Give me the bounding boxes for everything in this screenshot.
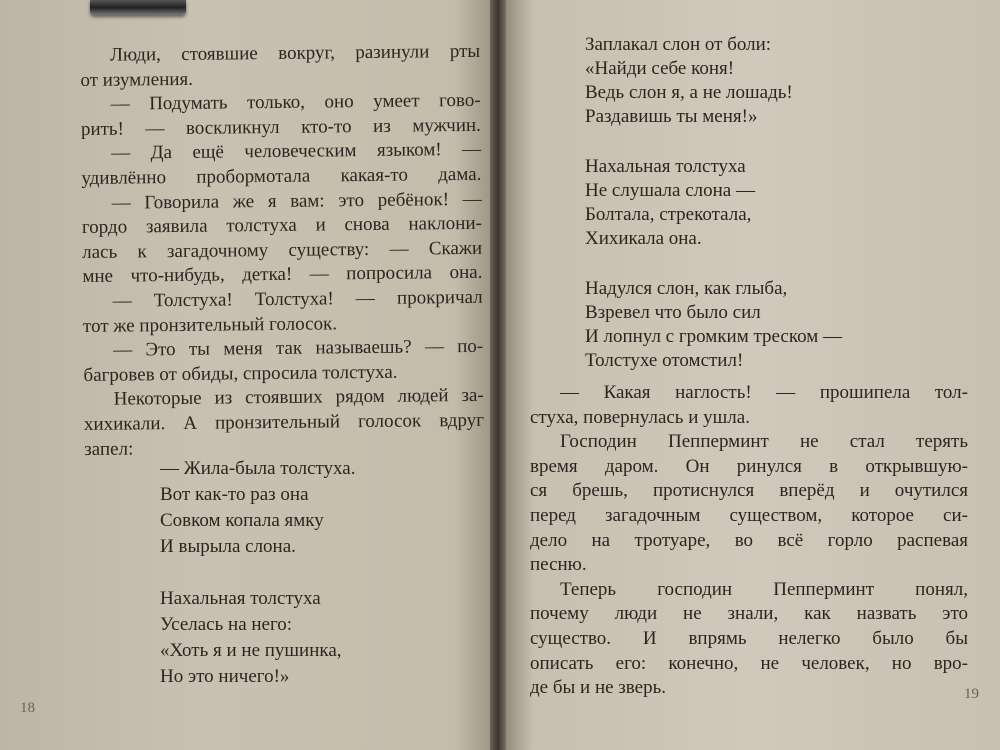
poem-line: Но это ничего!»: [160, 666, 290, 687]
text-line: лась к загадочному существу: — Скажи: [82, 237, 483, 263]
text-line: хихикали. А пронзительный голосок вдруг: [83, 409, 485, 435]
poem-line: «Хоть я и не пушинка,: [160, 640, 342, 661]
poem-line: Хихикала она.: [585, 228, 702, 249]
left-poem: [160, 456, 355, 690]
text-line: время даром. Он ринулся в открывшую-: [530, 455, 968, 477]
text-line: почему люди не знали, как назвать это: [530, 603, 968, 625]
metal-clip: [90, 0, 186, 15]
poem-line: И лопнул с громким треском —: [585, 326, 843, 347]
poem-line: Толстухе отомстил!: [585, 350, 744, 371]
text-line: мне что-нибудь, детка! — попросила она.: [82, 262, 483, 288]
text-line: песню.: [530, 554, 587, 576]
text-line: существо. И впрямь нелегко было бы: [530, 627, 968, 649]
text-line: — Да ещё человеческим языком! —: [111, 139, 482, 165]
poem-line: Надулся слон, как глыба,: [585, 278, 788, 299]
page-number-right: 19: [964, 686, 979, 702]
poem-line: И вырыла слона.: [160, 536, 296, 557]
poem-line: Нахальная толстуха: [160, 588, 321, 609]
page-number-left: 18: [20, 700, 35, 716]
text-line: дело на тротуаре, во всё горло распевая: [530, 529, 968, 551]
text-line: Теперь господин Пепперминт понял,: [560, 578, 968, 600]
text-line: багровев от обиды, спросила толстуха.: [83, 361, 398, 386]
poem-line: — Жила-была толстуха.: [160, 458, 356, 479]
text-line: удивлённо пробормотала какая-то дама.: [81, 163, 482, 189]
right-prose: [530, 381, 968, 701]
poem-line: Уселась на него:: [160, 614, 293, 635]
poem-line: Не слушала слона —: [585, 180, 755, 201]
text-line: от изумления.: [80, 68, 194, 91]
poem-line: Взревел что было сил: [585, 302, 761, 323]
text-line: Господин Пепперминт не стал терять: [560, 431, 968, 453]
text-line: описать его: конечно, не человек, но вро-: [530, 652, 968, 674]
text-line: — Толстуха! Толстуха! — прокричал: [112, 286, 483, 312]
text-line: ся брешь, протиснулся вперёд и очутился: [530, 480, 968, 502]
text-line: рить! — воскликнул кто-то из мужчин.: [80, 114, 481, 140]
left-prose: [80, 40, 484, 462]
poem-line: Раздавишь ты меня!»: [585, 106, 758, 127]
text-line: гордо заявила толстуха и снова наклони-: [81, 212, 483, 239]
text-line: де бы и не зверь.: [530, 677, 667, 699]
text-line: — Это ты меня так называешь? — по-: [113, 335, 484, 361]
text-line: стуха, повернулась и ушла.: [530, 406, 750, 428]
text-line: запел:: [84, 437, 134, 460]
text-line: Некоторые из стоявших рядом людей за-: [113, 385, 484, 410]
poem-line: Ведь слон я, а не лошадь!: [585, 82, 793, 103]
text-line: Люди, стоявшие вокруг, разинули рты: [110, 40, 481, 66]
text-line: — Подумать только, оно умеет гово-: [110, 89, 481, 115]
poem-line: Нахальная толстуха: [585, 156, 746, 177]
poem-line: «Найди себе коня!: [585, 58, 735, 79]
poem-line: Совком копала ямку: [160, 510, 324, 531]
poem-line: Заплакал слон от боли:: [585, 34, 772, 55]
poem-line: Вот как-то раз она: [160, 484, 309, 505]
poem-line: Болтала, стрекотала,: [585, 204, 752, 225]
text-line: — Говорила же я вам: это ребёнок! —: [111, 188, 482, 214]
right-poem: [585, 33, 842, 373]
text-line: перед загадочным существом, которое си-: [530, 504, 968, 526]
book-gutter: [490, 0, 506, 750]
text-line: тот же пронзительный голосок.: [82, 312, 338, 337]
text-line: — Какая наглость! — прошипела тол-: [560, 382, 968, 403]
